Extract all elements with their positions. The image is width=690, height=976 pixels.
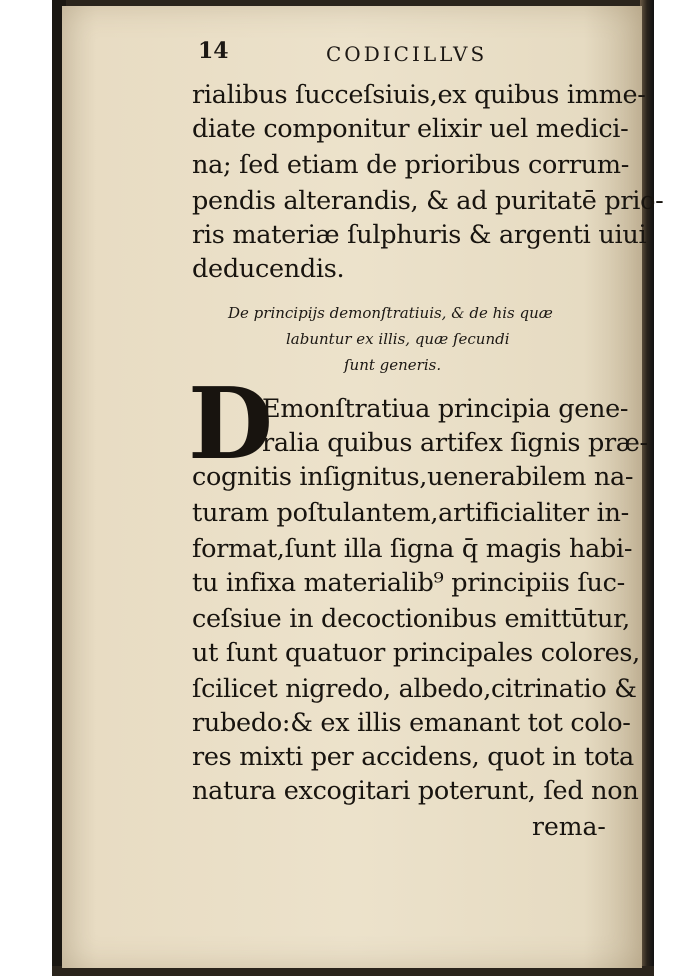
body-text-line: tu infixa materialib⁹ principiis ſuc- [192,568,625,598]
book-edge-right [640,0,654,976]
top-text-line: deducendis. [192,254,345,284]
body-text-line: natura excogitari poterunt, ſed non [192,776,639,806]
body-text-line: ut ſunt quatuor principales colores, [192,638,640,668]
top-text-line: pendis alterandis, & ad puritatē prio- [192,186,664,216]
body-text-line: ſcilicet nigredo, albedo,citrinatio & [192,674,637,704]
top-text-line: diate componitur elixir uel medici- [192,114,629,144]
body-text-line: Emonſtratiua principia gene- [262,394,629,424]
top-text-line: ris materiæ ſulphuris & argenti uiui [192,220,647,250]
top-text-line: rialibus ſucceſsiuis,ex quibus imme- [192,80,646,110]
body-text-line: ralia quibus artifex ſignis præ- [262,428,648,458]
drop-cap: D [188,367,273,482]
running-title: CODICILLVS [326,42,488,66]
top-text-line: na; ſed etiam de prioribus corrum- [192,150,630,180]
body-text-line: res mixti per accidens, quot in tota [192,742,634,772]
page-number: 14 [198,38,229,64]
section-heading-line: labuntur ex illis, quæ ſecundi [286,330,510,348]
section-heading-line: ſunt generis. [344,356,442,374]
body-text-line: rubedo:& ex illis emanant tot colo- [192,708,631,738]
body-text-line: turam poſtulantem,artificialiter in- [192,498,629,528]
body-text-line: ceſsiue in decoctionibus emittūtur, [192,604,630,634]
body-text-line: format,ſunt illa ſigna q̄ magis habi- [192,534,633,564]
catchword: rema- [532,812,606,841]
body-text-line: cognitis inſignitus,uenerabilem na- [192,462,634,492]
section-heading-line: De principijs demonſtratiuis, & de his quæ [228,304,553,322]
